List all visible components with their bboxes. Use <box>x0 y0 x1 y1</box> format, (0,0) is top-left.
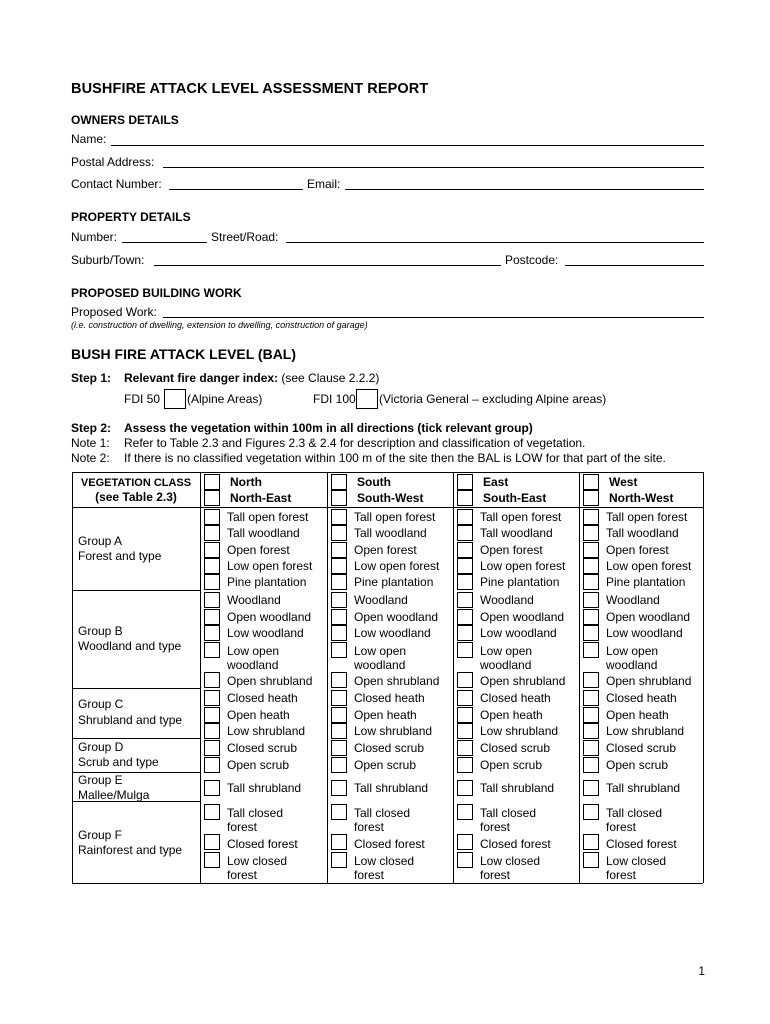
vegetation-checkbox[interactable] <box>457 690 473 706</box>
direction-checkbox-2-b[interactable] <box>457 490 473 506</box>
vegetation-item: Tall shrubland <box>480 781 555 795</box>
vegetation-item: Closed scrub <box>354 741 425 755</box>
vegetation-item: woodland <box>480 658 532 672</box>
fdi100-label: FDI 100 <box>313 392 356 406</box>
note2-text: If there is no classified vegetation within 100 m of the site then the BAL is LOW for that part of the site. <box>124 451 666 465</box>
table-border-bottom <box>72 883 703 884</box>
group-label: Group A <box>78 534 123 548</box>
postcode-label: Postcode: <box>505 253 559 267</box>
vegetation-item: Tall closed <box>606 806 663 820</box>
vegetation-checkbox[interactable] <box>331 625 347 641</box>
vegetation-item: Low shrubland <box>227 724 306 738</box>
vegetation-checkbox[interactable] <box>457 592 473 608</box>
name-field[interactable] <box>111 145 704 146</box>
email-label: Email: <box>307 177 341 191</box>
vegetation-checkbox[interactable] <box>457 609 473 625</box>
suburb-label: Suburb/Town: <box>71 253 145 267</box>
vegetation-item: Closed heath <box>354 691 425 705</box>
vegetation-item: woodland <box>354 658 406 672</box>
table-col-line <box>703 472 704 883</box>
vegetation-item: Low open forest <box>606 559 692 573</box>
vegetation-checkbox[interactable] <box>457 574 473 590</box>
vegetation-checkbox[interactable] <box>204 723 220 739</box>
vegetation-checkbox[interactable] <box>331 707 347 723</box>
vegetation-checkbox[interactable] <box>204 852 220 868</box>
vegetation-item: Tall closed <box>480 806 537 820</box>
vegetation-checkbox[interactable] <box>583 509 599 525</box>
vegetation-checkbox[interactable] <box>457 509 473 525</box>
page-number: 1 <box>698 964 705 978</box>
group-label: Shrubland and type <box>78 713 183 727</box>
vegetation-checkbox[interactable] <box>204 780 220 796</box>
vegetation-item: Low open forest <box>354 559 440 573</box>
table-border-top <box>72 472 703 473</box>
vegetation-checkbox[interactable] <box>583 757 599 773</box>
vegetation-item: Low woodland <box>480 626 557 640</box>
fdi50-checkbox[interactable] <box>164 389 186 409</box>
vegetation-checkbox[interactable] <box>331 804 347 820</box>
vegetation-checkbox[interactable] <box>204 757 220 773</box>
vegetation-item: Open heath <box>354 708 417 722</box>
vegetation-item: Low shrubland <box>354 724 433 738</box>
vegetation-checkbox[interactable] <box>204 740 220 756</box>
vegetation-checkbox[interactable] <box>331 509 347 525</box>
vegetation-item: Pine plantation <box>606 575 686 589</box>
group-label: Group B <box>78 624 123 638</box>
vegetation-item: Low closed <box>606 854 667 868</box>
proposed-work-heading: PROPOSED BUILDING WORK <box>71 286 242 300</box>
vegetation-checkbox[interactable] <box>457 525 473 541</box>
fdi100-desc: (Victoria General – excluding Alpine areas) <box>379 392 607 406</box>
vegetation-item: woodland <box>606 658 658 672</box>
vegetation-item: Open shrubland <box>227 674 313 688</box>
step2-label: Step 2: <box>71 421 112 435</box>
report-title: BUSHFIRE ATTACK LEVEL ASSESSMENT REPORT <box>71 81 429 97</box>
vegetation-checkbox[interactable] <box>204 834 220 850</box>
vegetation-item: Closed forest <box>227 837 298 851</box>
vegetation-item: Open heath <box>606 708 669 722</box>
table-row-line <box>72 688 200 689</box>
vegetation-item: Tall woodland <box>480 526 553 540</box>
group-label: Group F <box>78 828 123 842</box>
vegetation-item: forest <box>354 868 385 882</box>
group-label: Group C <box>78 697 124 711</box>
vegetation-checkbox[interactable] <box>457 852 473 868</box>
vegetation-item: Open woodland <box>606 610 691 624</box>
table-col-line <box>579 472 580 883</box>
vegetation-checkbox[interactable] <box>204 509 220 525</box>
vegetation-item: Open forest <box>227 543 290 557</box>
vegetation-item: Closed scrub <box>227 741 298 755</box>
vegetation-item: Tall open forest <box>354 510 436 524</box>
vegetation-checkbox[interactable] <box>583 574 599 590</box>
direction-label: East <box>483 475 509 489</box>
direction-checkbox-0-b[interactable] <box>204 490 220 506</box>
direction-label: North-West <box>609 491 674 505</box>
group-label: Rainforest and type <box>78 843 183 857</box>
vegetation-checkbox[interactable] <box>331 642 347 658</box>
number-label: Number: <box>71 230 118 244</box>
postcode-field[interactable] <box>565 265 704 266</box>
vegetation-checkbox[interactable] <box>457 672 473 688</box>
direction-checkbox-3[interactable] <box>583 474 599 490</box>
vegetation-checkbox[interactable] <box>583 780 599 796</box>
vegetation-item: Woodland <box>227 593 281 607</box>
vegetation-item: Closed heath <box>227 691 298 705</box>
vegetation-checkbox[interactable] <box>583 558 599 574</box>
vegetation-item: Open woodland <box>354 610 439 624</box>
direction-checkbox-0[interactable] <box>204 474 220 490</box>
vegetation-item: Low shrubland <box>606 724 685 738</box>
table-col-line <box>72 472 73 883</box>
step2-text: Assess the vegetation within 100m in all directions (tick relevant group) <box>124 421 533 435</box>
vegetation-item: Low open <box>606 644 659 658</box>
direction-checkbox-1-b[interactable] <box>331 490 347 506</box>
vegetation-checkbox[interactable] <box>204 592 220 608</box>
vegetation-item: Open forest <box>480 543 543 557</box>
vegetation-item: Tall open forest <box>227 510 309 524</box>
suburb-field[interactable] <box>154 265 501 266</box>
vegetation-item: woodland <box>227 658 279 672</box>
proposed-work-note: (i.e. construction of dwelling, extension to dwelling, construction of garage) <box>71 320 368 330</box>
table-row-line <box>72 590 200 591</box>
vegetation-checkbox[interactable] <box>204 690 220 706</box>
vegetation-item: Tall woodland <box>354 526 427 540</box>
vegetation-item: Closed forest <box>606 837 677 851</box>
vegetation-checkbox[interactable] <box>583 740 599 756</box>
vegetation-item: forest <box>227 820 258 834</box>
vegetation-item: Low woodland <box>606 626 683 640</box>
vegetation-item: Tall woodland <box>227 526 300 540</box>
vegetation-checkbox[interactable] <box>204 558 220 574</box>
table-header-class-1: VEGETATION CLASS <box>80 477 192 489</box>
direction-label: North <box>230 475 262 489</box>
vegetation-checkbox[interactable] <box>331 592 347 608</box>
vegetation-checkbox[interactable] <box>583 642 599 658</box>
vegetation-item: Closed forest <box>354 837 425 851</box>
direction-label: South <box>357 475 391 489</box>
street-label: Street/Road: <box>211 230 279 244</box>
vegetation-item: forest <box>606 820 637 834</box>
vegetation-checkbox[interactable] <box>457 804 473 820</box>
vegetation-item: Pine plantation <box>480 575 560 589</box>
vegetation-item: Open heath <box>227 708 290 722</box>
vegetation-checkbox[interactable] <box>331 558 347 574</box>
vegetation-checkbox[interactable] <box>331 740 347 756</box>
table-col-line <box>200 472 201 883</box>
vegetation-item: Woodland <box>606 593 660 607</box>
property-heading: PROPERTY DETAILS <box>71 210 191 224</box>
vegetation-item: Closed heath <box>606 691 677 705</box>
vegetation-item: Open shrubland <box>354 674 440 688</box>
vegetation-checkbox[interactable] <box>583 723 599 739</box>
group-label: Scrub and type <box>78 755 159 769</box>
group-label: Woodland and type <box>78 639 182 653</box>
vegetation-checkbox[interactable] <box>457 625 473 641</box>
direction-checkbox-1[interactable] <box>331 474 347 490</box>
vegetation-item: Tall woodland <box>606 526 679 540</box>
proposed-work-field[interactable] <box>163 317 704 318</box>
vegetation-checkbox[interactable] <box>457 834 473 850</box>
number-field[interactable] <box>122 242 207 243</box>
vegetation-item: Tall shrubland <box>606 781 681 795</box>
contact-number-label: Contact Number: <box>71 177 162 191</box>
vegetation-item: Low closed <box>227 854 288 868</box>
vegetation-checkbox[interactable] <box>204 625 220 641</box>
vegetation-item: Open shrubland <box>606 674 692 688</box>
vegetation-item: Open woodland <box>227 610 312 624</box>
note2-label: Note 2: <box>71 451 110 465</box>
vegetation-item: Pine plantation <box>227 575 307 589</box>
step1-bold: Relevant fire danger index: <box>124 371 279 385</box>
email-field[interactable] <box>345 189 704 190</box>
direction-label: North-East <box>230 491 292 505</box>
vegetation-checkbox[interactable] <box>331 574 347 590</box>
table-header-line <box>72 507 703 508</box>
vegetation-item: Tall closed <box>354 806 411 820</box>
vegetation-item: Tall open forest <box>606 510 688 524</box>
vegetation-item: Woodland <box>480 593 534 607</box>
vegetation-item: forest <box>227 868 258 882</box>
vegetation-item: Woodland <box>354 593 408 607</box>
vegetation-item: Closed scrub <box>480 741 551 755</box>
vegetation-checkbox[interactable] <box>457 558 473 574</box>
vegetation-item: Low open <box>480 644 533 658</box>
vegetation-checkbox[interactable] <box>457 642 473 658</box>
vegetation-checkbox[interactable] <box>204 642 220 658</box>
vegetation-item: Open scrub <box>606 758 669 772</box>
vegetation-checkbox[interactable] <box>583 625 599 641</box>
postal-address-label: Postal Address: <box>71 155 155 169</box>
owners-heading: OWNERS DETAILS <box>71 113 179 127</box>
vegetation-checkbox[interactable] <box>331 723 347 739</box>
fdi100-checkbox[interactable] <box>356 389 378 409</box>
vegetation-item: Open shrubland <box>480 674 566 688</box>
vegetation-item: Pine plantation <box>354 575 434 589</box>
vegetation-checkbox[interactable] <box>583 525 599 541</box>
vegetation-item: Tall closed <box>227 806 284 820</box>
vegetation-item: Tall shrubland <box>354 781 429 795</box>
direction-label: West <box>609 475 638 489</box>
vegetation-item: Open woodland <box>480 610 565 624</box>
vegetation-checkbox[interactable] <box>204 707 220 723</box>
vegetation-item: forest <box>354 820 385 834</box>
group-label: Forest and type <box>78 549 162 563</box>
vegetation-checkbox[interactable] <box>331 834 347 850</box>
group-label: Mallee/Mulga <box>78 788 150 802</box>
group-label: Group E <box>78 773 123 787</box>
step1-label: Step 1: <box>71 371 112 385</box>
vegetation-item: forest <box>480 868 511 882</box>
direction-checkbox-3-b[interactable] <box>583 490 599 506</box>
vegetation-checkbox[interactable] <box>583 592 599 608</box>
vegetation-checkbox[interactable] <box>331 690 347 706</box>
vegetation-item: Open forest <box>354 543 417 557</box>
vegetation-checkbox[interactable] <box>583 672 599 688</box>
fdi50-label: FDI 50 <box>124 392 161 406</box>
vegetation-item: Low shrubland <box>480 724 559 738</box>
vegetation-checkbox[interactable] <box>331 757 347 773</box>
vegetation-item: Open scrub <box>354 758 417 772</box>
vegetation-checkbox[interactable] <box>583 804 599 820</box>
contact-number-field[interactable] <box>169 189 303 190</box>
note1-text: Refer to Table 2.3 and Figures 2.3 & 2.4 for description and classification of vegetation. <box>124 436 586 450</box>
vegetation-checkbox[interactable] <box>457 780 473 796</box>
vegetation-item: Open forest <box>606 543 669 557</box>
table-row-line <box>72 801 200 802</box>
vegetation-checkbox[interactable] <box>331 525 347 541</box>
vegetation-checkbox[interactable] <box>204 672 220 688</box>
vegetation-item: Low closed <box>480 854 541 868</box>
vegetation-checkbox[interactable] <box>457 757 473 773</box>
step1-text <box>124 371 379 385</box>
vegetation-item: Low open forest <box>480 559 566 573</box>
table-row-line <box>72 772 200 773</box>
vegetation-item: forest <box>606 868 637 882</box>
vegetation-checkbox[interactable] <box>583 690 599 706</box>
vegetation-item: Low woodland <box>227 626 304 640</box>
table-col-line <box>453 472 454 883</box>
vegetation-item: forest <box>480 820 511 834</box>
step1-rest: (see Clause 2.2.2) <box>278 371 380 385</box>
vegetation-checkbox[interactable] <box>331 609 347 625</box>
vegetation-checkbox[interactable] <box>583 542 599 558</box>
vegetation-checkbox[interactable] <box>204 542 220 558</box>
vegetation-item: Low open <box>227 644 280 658</box>
vegetation-item: Low open <box>354 644 407 658</box>
vegetation-item: Closed forest <box>480 837 551 851</box>
vegetation-item: Low open forest <box>227 559 313 573</box>
table-header-class-2: (see Table 2.3) <box>95 490 177 504</box>
table-col-line <box>327 472 328 883</box>
street-field[interactable] <box>286 242 704 243</box>
vegetation-checkbox[interactable] <box>331 542 347 558</box>
vegetation-item: Low closed <box>354 854 415 868</box>
vegetation-checkbox[interactable] <box>457 542 473 558</box>
vegetation-checkbox[interactable] <box>457 723 473 739</box>
table-row-line <box>72 738 200 739</box>
vegetation-checkbox[interactable] <box>204 525 220 541</box>
vegetation-checkbox[interactable] <box>331 672 347 688</box>
note1-label: Note 1: <box>71 436 110 450</box>
vegetation-item: Low woodland <box>354 626 431 640</box>
vegetation-item: Closed heath <box>480 691 551 705</box>
vegetation-checkbox[interactable] <box>457 740 473 756</box>
postal-address-field[interactable] <box>163 167 704 168</box>
vegetation-checkbox[interactable] <box>204 574 220 590</box>
vegetation-item: Tall shrubland <box>227 781 302 795</box>
vegetation-checkbox[interactable] <box>204 804 220 820</box>
vegetation-item: Closed scrub <box>606 741 677 755</box>
direction-label: South-East <box>483 491 547 505</box>
vegetation-checkbox[interactable] <box>331 780 347 796</box>
vegetation-checkbox[interactable] <box>204 609 220 625</box>
vegetation-checkbox[interactable] <box>583 834 599 850</box>
direction-label: South-West <box>357 491 424 505</box>
vegetation-checkbox[interactable] <box>331 852 347 868</box>
direction-checkbox-2[interactable] <box>457 474 473 490</box>
vegetation-item: Tall open forest <box>480 510 562 524</box>
vegetation-item: Open scrub <box>227 758 290 772</box>
vegetation-checkbox[interactable] <box>583 609 599 625</box>
fdi50-desc: (Alpine Areas) <box>187 392 263 406</box>
vegetation-checkbox[interactable] <box>583 707 599 723</box>
vegetation-checkbox[interactable] <box>583 852 599 868</box>
vegetation-item: Open heath <box>480 708 543 722</box>
proposed-work-label: Proposed Work: <box>71 305 157 319</box>
group-label: Group D <box>78 740 124 754</box>
bal-title: BUSH FIRE ATTACK LEVEL (BAL) <box>71 346 297 362</box>
vegetation-checkbox[interactable] <box>457 707 473 723</box>
vegetation-item: Open scrub <box>480 758 543 772</box>
name-label: Name: <box>71 132 107 146</box>
